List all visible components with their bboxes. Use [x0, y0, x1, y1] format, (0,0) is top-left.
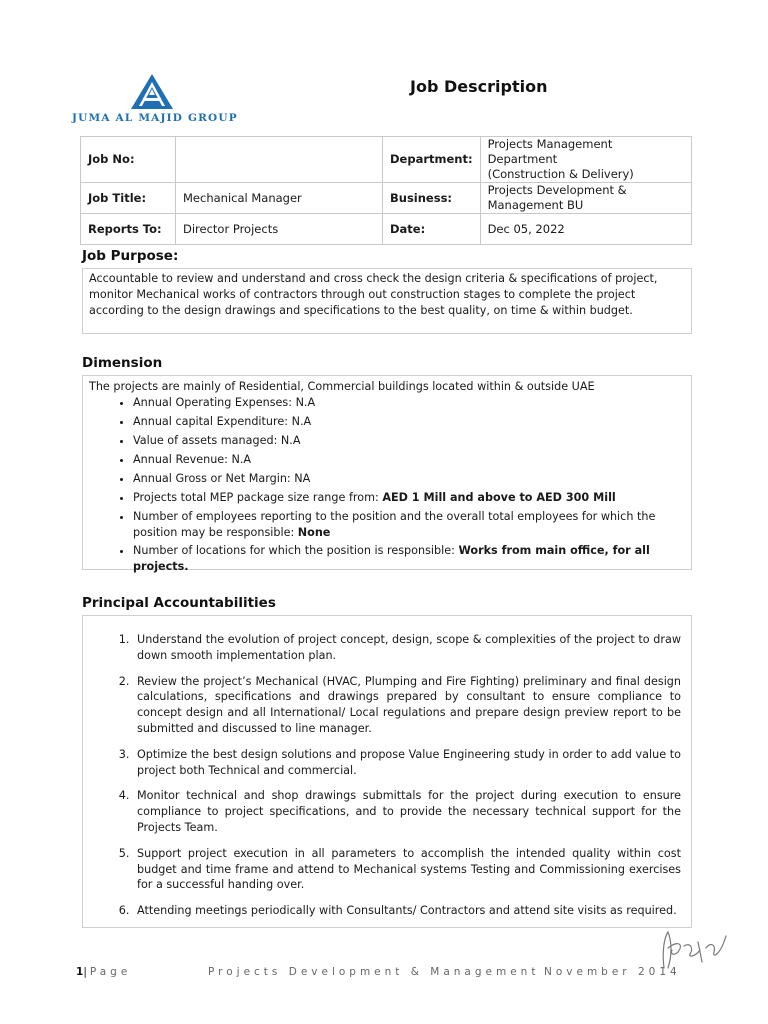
document-title: Job Description — [410, 77, 548, 96]
page-footer — [76, 966, 696, 978]
job-title-value: Mechanical Manager — [176, 183, 383, 214]
dimension-intro: The projects are mainly of Residential, Commercial buildings located within & outside UAE — [89, 380, 595, 393]
job-no-label: Job No: — [81, 137, 176, 183]
accountabilities-box — [82, 615, 692, 928]
job-purpose-text: Accountable to review and understand and cross check the design criteria & specifications of project, monitor Mechanical works of contractors through out construction stages to complete the project according to the design drawings and specifications to the best quality, on time & within budget. — [89, 272, 658, 317]
list-item: • Annual Gross or Net Margin: NA — [133, 471, 685, 487]
job-title-label: Job Title: — [81, 183, 176, 214]
business-line-1: Projects Development & — [487, 183, 627, 197]
date-label: Date: — [383, 214, 481, 245]
department-line-2: (Construction & Delivery) — [487, 167, 634, 181]
list-item: • Annual capital Expenditure: N.A — [133, 414, 685, 430]
employees-value: None — [297, 525, 331, 539]
locations-value: Works from main office, for all projects. — [133, 544, 650, 574]
locations-prefix: Number of locations for which the position is responsible: — [133, 544, 459, 558]
dimension-list — [89, 395, 685, 575]
page-label: Page — [89, 966, 132, 978]
accountabilities-heading: Principal Accountabilities — [82, 595, 276, 611]
business-value — [480, 183, 691, 214]
logo-text: JUMA AL MAJID GROUP — [72, 112, 238, 124]
mep-range: AED 1 Mill and above to AED 300 Mill — [382, 490, 616, 504]
business-label: Business: — [383, 183, 481, 214]
list-item: • Value of assets managed: N.A — [133, 433, 685, 449]
table-row — [81, 137, 692, 183]
mep-prefix: Projects total MEP package size range from: — [133, 490, 383, 504]
list-item: 1. Understand the evolution of project concept, design, scope & complexities of the project to draw down smooth implementation plan. — [133, 632, 681, 664]
list-item — [133, 543, 685, 575]
business-line-2: Management BU — [487, 198, 584, 212]
dimension-box — [82, 375, 692, 574]
employees-prefix: Number of employees reporting to the position and the overall total employees for which the position may be responsible: — [133, 509, 656, 539]
date-value: Dec 05, 2022 — [480, 214, 691, 245]
table-row — [81, 214, 692, 245]
list-item: 3. Optimize the best design solutions and propose Value Engineering study in order to add value to project both Technical and commercial. — [133, 747, 681, 779]
footer-department: Projects Development & Management — [208, 966, 540, 978]
job-purpose-heading: Job Purpose: — [82, 248, 179, 264]
accountabilities-list — [107, 632, 681, 919]
list-item: 2. Review the project’s Mechanical (HVAC, Plumping and Fire Fighting) preliminary and final design calculations, specifications and drawings prepared by consultant to ensure compliance to concept design and all International/ Local regulations and prepare design preview report to be submitted and discussed to line manager. — [133, 674, 681, 737]
footer-separator: | — [83, 966, 87, 978]
footer-date: November 2014 — [544, 966, 681, 978]
reports-to-value: Director Projects — [176, 214, 383, 245]
job-no-value — [176, 137, 383, 183]
reports-to-label: Reports To: — [81, 214, 176, 245]
list-item — [133, 509, 685, 541]
job-info-table — [80, 136, 692, 245]
list-item: 5. Support project execution in all parameters to accomplish the intended quality within cost budget and time frame and attend to Mechanical systems Testing and Commissioning exercises for a successful handing over. — [133, 846, 681, 893]
table-row — [81, 183, 692, 214]
page-number: 1 — [76, 966, 84, 978]
department-line-1: Projects Management Department — [487, 137, 613, 166]
list-item: • Annual Revenue: N.A — [133, 452, 685, 468]
list-item — [133, 490, 685, 506]
list-item: 4. Monitor technical and shop drawings submittals for the project during execution to ensure compliance to project specifications, and to provide the necessary technical support for the Projects Team. — [133, 788, 681, 835]
department-value — [480, 137, 691, 183]
company-logo — [72, 72, 242, 124]
list-item: 6. Attending meetings periodically with Consultants/ Contractors and attend site visits as required. — [133, 903, 681, 919]
company-logo-icon — [130, 72, 174, 110]
department-label: Department: — [383, 137, 481, 183]
job-purpose-box — [82, 268, 692, 334]
list-item: • Annual Operating Expenses: N.A — [133, 395, 685, 411]
dimension-heading: Dimension — [82, 355, 163, 371]
